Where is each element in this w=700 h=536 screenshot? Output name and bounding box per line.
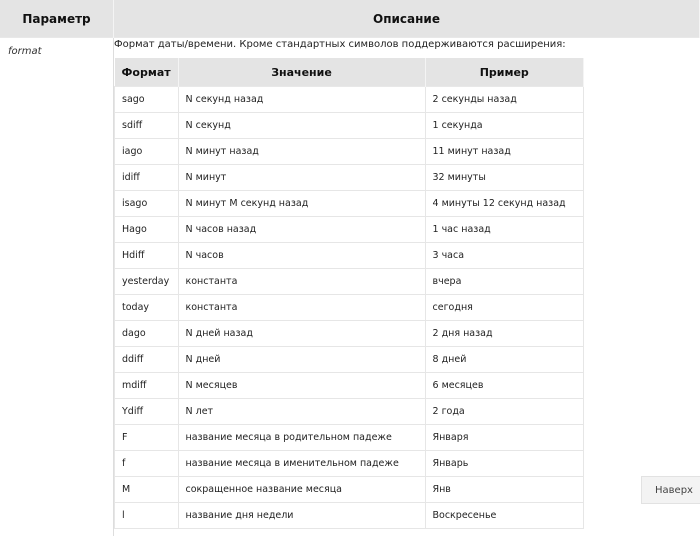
- format-meaning: N секунд назад: [178, 87, 425, 113]
- format-meaning: название месяца в родительном падеже: [178, 425, 425, 451]
- format-example: 1 секунда: [425, 113, 584, 139]
- format-example: 4 минуты 12 секунд назад: [425, 191, 584, 217]
- format-code: sago: [115, 87, 179, 113]
- format-code: Ydiff: [115, 399, 179, 425]
- param-name: format: [0, 38, 114, 536]
- format-table-body: [115, 87, 584, 529]
- param-column-header: Параметр: [0, 0, 114, 38]
- format-example: Январь: [425, 451, 584, 477]
- table-row: [115, 477, 584, 503]
- format-code: sdiff: [115, 113, 179, 139]
- table-row: [115, 243, 584, 269]
- table-row: [115, 87, 584, 113]
- table-row: [115, 399, 584, 425]
- format-code: Hdiff: [115, 243, 179, 269]
- params-header-row: [0, 0, 700, 38]
- format-example: Января: [425, 425, 584, 451]
- param-description: [114, 38, 700, 536]
- meaning-column-header: Значение: [178, 58, 425, 87]
- format-meaning: N дней: [178, 347, 425, 373]
- format-code: l: [115, 503, 179, 529]
- format-meaning: константа: [178, 295, 425, 321]
- format-code: dago: [115, 321, 179, 347]
- format-code: isago: [115, 191, 179, 217]
- format-code: f: [115, 451, 179, 477]
- format-meaning: N минут назад: [178, 139, 425, 165]
- format-example: 2 дня назад: [425, 321, 584, 347]
- format-meaning: название месяца в именительном падеже: [178, 451, 425, 477]
- format-example: 3 часа: [425, 243, 584, 269]
- format-meaning: название дня недели: [178, 503, 425, 529]
- table-row: [115, 191, 584, 217]
- format-meaning: N минут M секунд назад: [178, 191, 425, 217]
- table-row: [115, 113, 584, 139]
- table-row: [115, 269, 584, 295]
- back-to-top-button[interactable]: Наверх: [641, 476, 700, 504]
- format-example: Воскресенье: [425, 503, 584, 529]
- format-code: iago: [115, 139, 179, 165]
- table-row: [115, 347, 584, 373]
- format-code: ddiff: [115, 347, 179, 373]
- format-code: Hago: [115, 217, 179, 243]
- table-row: [115, 295, 584, 321]
- table-row: [115, 217, 584, 243]
- format-code: F: [115, 425, 179, 451]
- format-example: 2 года: [425, 399, 584, 425]
- format-meaning: N секунд: [178, 113, 425, 139]
- format-meaning: N месяцев: [178, 373, 425, 399]
- format-example: Янв: [425, 477, 584, 503]
- example-column-header: Пример: [425, 58, 584, 87]
- format-extensions-table: [114, 58, 584, 529]
- format-code: today: [115, 295, 179, 321]
- format-example: 32 минуты: [425, 165, 584, 191]
- format-meaning: константа: [178, 269, 425, 295]
- description-intro: Формат даты/времени. Кроме стандартных символов поддерживаются расширения:: [114, 38, 700, 52]
- format-example: 11 минут назад: [425, 139, 584, 165]
- table-row: [115, 503, 584, 529]
- format-meaning: сокращенное название месяца: [178, 477, 425, 503]
- format-column-header: Формат: [115, 58, 179, 87]
- format-example: 1 час назад: [425, 217, 584, 243]
- format-meaning: N лет: [178, 399, 425, 425]
- format-meaning: N минут: [178, 165, 425, 191]
- table-row: [115, 321, 584, 347]
- format-meaning: N дней назад: [178, 321, 425, 347]
- description-column-header: Описание: [114, 0, 700, 38]
- format-example: 2 секунды назад: [425, 87, 584, 113]
- format-example: 8 дней: [425, 347, 584, 373]
- table-row: [115, 165, 584, 191]
- format-code: yesterday: [115, 269, 179, 295]
- table-row: [115, 451, 584, 477]
- format-example: 6 месяцев: [425, 373, 584, 399]
- format-example: вчера: [425, 269, 584, 295]
- format-meaning: N часов: [178, 243, 425, 269]
- format-code: M: [115, 477, 179, 503]
- param-row-format: [0, 38, 700, 536]
- table-row: [115, 425, 584, 451]
- format-code: idiff: [115, 165, 179, 191]
- format-table-header-row: [115, 58, 584, 87]
- format-example: сегодня: [425, 295, 584, 321]
- format-code: mdiff: [115, 373, 179, 399]
- table-row: [115, 373, 584, 399]
- format-meaning: N часов назад: [178, 217, 425, 243]
- table-row: [115, 139, 584, 165]
